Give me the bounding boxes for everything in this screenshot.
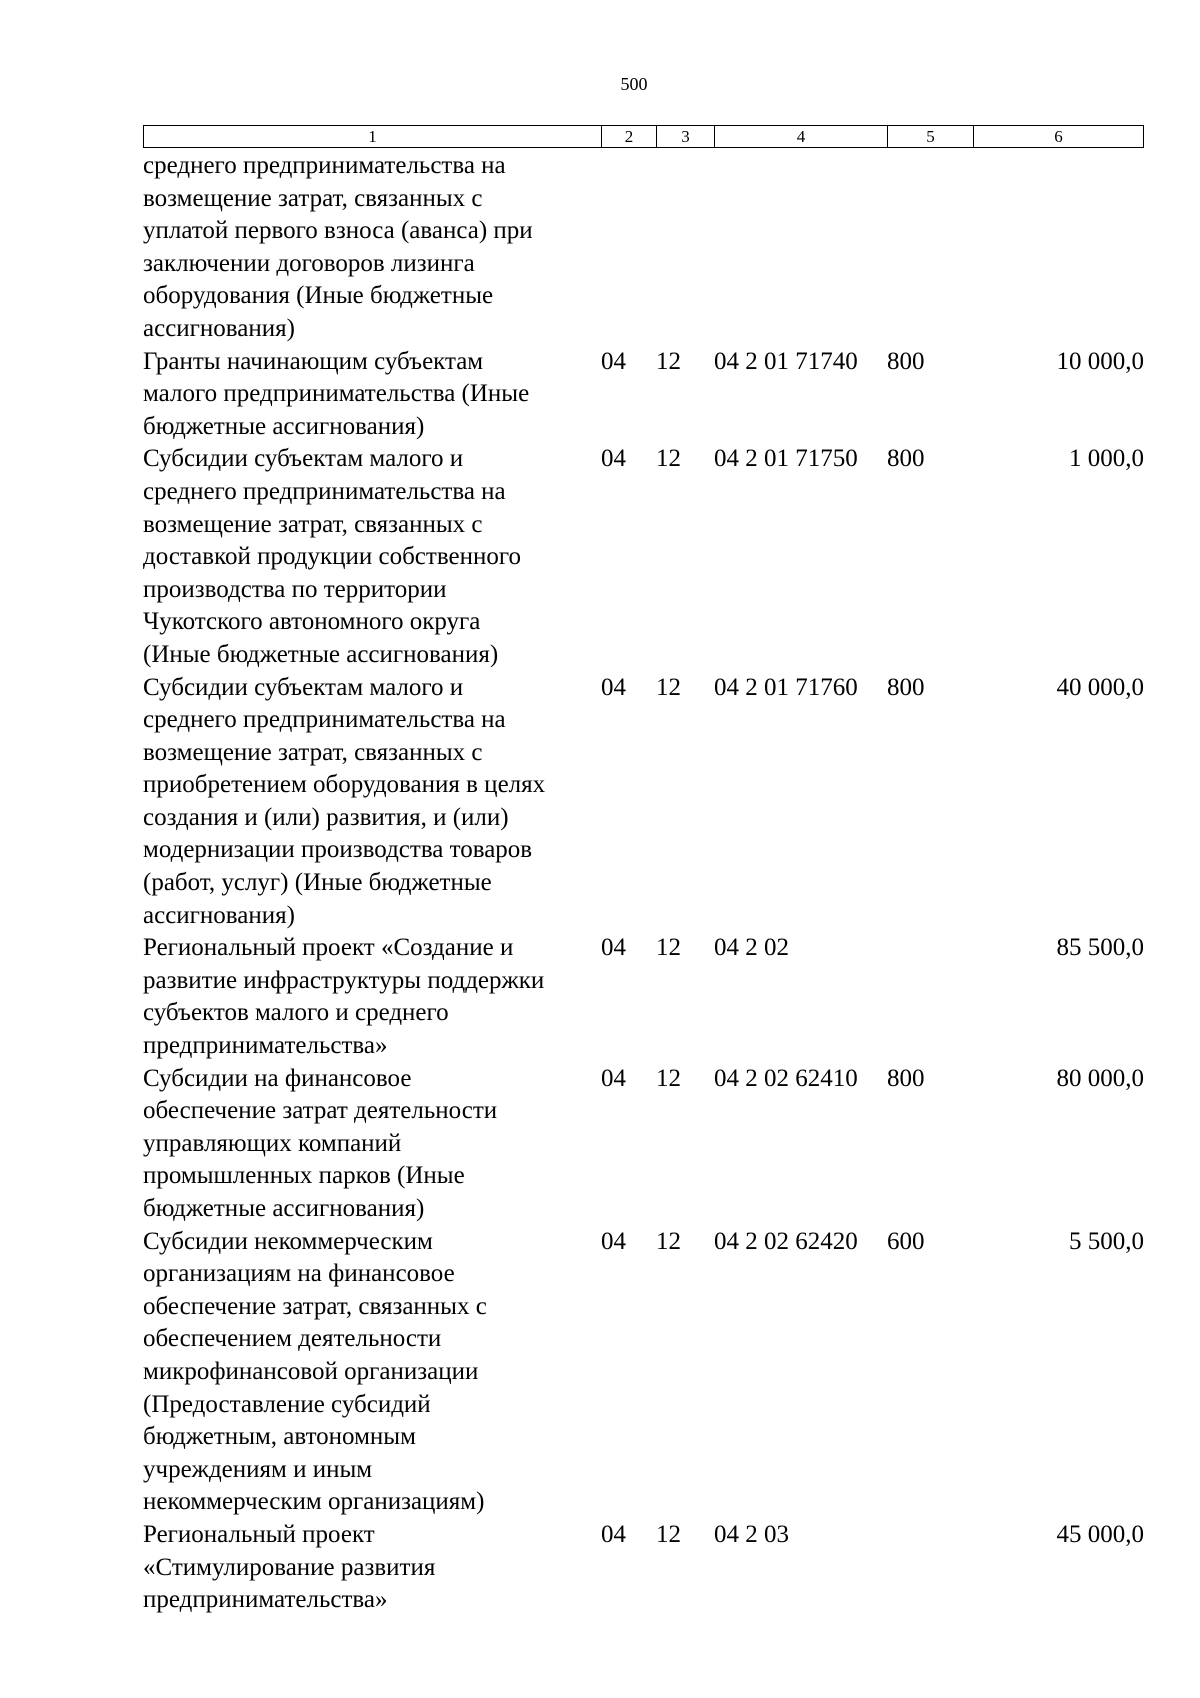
row-subsection-code: 12 (656, 1520, 681, 1548)
column-header-row (143, 125, 1144, 148)
row-section-code: 04 (601, 1064, 626, 1092)
table-row (143, 932, 1144, 1062)
row-target-article: 04 2 02 62410 (714, 1064, 858, 1092)
row-amount: 45 000,0 (1056, 1520, 1144, 1548)
row-subsection-code: 12 (656, 1064, 681, 1092)
table-row (143, 1063, 1144, 1226)
row-section-code: 04 (601, 1520, 626, 1548)
row-target-article (714, 150, 887, 346)
row-expense-type: 800 (887, 347, 925, 375)
row-amount: 80 000,0 (1056, 1064, 1144, 1092)
row-subsection-code: 12 (656, 673, 681, 701)
row-subsection-code: 12 (656, 1227, 681, 1255)
table-row (143, 672, 1144, 933)
row-description: Субсидии субъектам малого и среднего предпринимательства на возмещение затрат, связанных с доставкой продукции собственного производства по территории Чукотского автономного округа (Иные бюджетные ассигнования) (143, 445, 521, 668)
row-expense-type: 800 (887, 1064, 925, 1092)
budget-table-body (143, 150, 1144, 1617)
table-row (143, 443, 1144, 671)
table-row (143, 150, 1144, 346)
row-description: Региональный проект «Создание и развитие инфраструктуры поддержки субъектов малого и среднего предпринимательства» (143, 934, 545, 1060)
row-section-code: 04 (601, 673, 626, 701)
row-section-code: 04 (601, 347, 626, 375)
row-target-article: 04 2 02 62420 (714, 1227, 858, 1255)
row-subsection-code (656, 150, 714, 346)
row-subsection-code: 12 (656, 934, 681, 962)
table-row (143, 1226, 1144, 1519)
row-expense-type (887, 150, 973, 346)
column-header-2: 2 (602, 126, 657, 147)
column-header-3: 3 (657, 126, 715, 147)
row-description: Региональный проект «Стимулирование развития предпринимательства» (143, 1520, 436, 1614)
row-expense-type: 800 (887, 673, 925, 701)
row-target-article: 04 2 01 71760 (714, 673, 858, 701)
table-row (143, 1519, 1144, 1617)
row-amount (973, 150, 1144, 346)
row-expense-type: 800 (887, 445, 925, 473)
row-expense-type (887, 1519, 973, 1617)
row-subsection-code: 12 (656, 347, 681, 375)
row-section-code: 04 (601, 445, 626, 473)
row-description: Субсидии некоммерческим организациям на финансовое обеспечение затрат, связанных с обеспечением деятельности микрофинансовой организации (Предоставление субсидий бюджетным, автономным учреждениям и иным некоммерческим организациям) (143, 1227, 487, 1516)
row-target-article: 04 2 02 (714, 934, 789, 962)
row-target-article: 04 2 03 (714, 1520, 789, 1548)
row-description: Субсидии субъектам малого и среднего предпринимательства на возмещение затрат, связанных с приобретением оборудования в целях создания и (или) развития, и (или) модернизации производства товаров (работ, услуг) (Иные бюджетные ассигнования) (143, 673, 546, 929)
row-amount: 5 500,0 (1069, 1227, 1144, 1255)
row-description: Гранты начинающим субъектам малого предпринимательства (Иные бюджетные ассигнования) (143, 347, 530, 440)
column-header-4: 4 (715, 126, 888, 147)
row-description: среднего предпринимательства на возмещение затрат, связанных с уплатой первого взноса (аванса) при заключении договоров лизинга оборудования (Иные бюджетные ассигнования) (143, 152, 533, 342)
row-amount: 1 000,0 (1069, 445, 1144, 473)
row-section-code: 04 (601, 1227, 626, 1255)
row-amount: 10 000,0 (1056, 347, 1144, 375)
row-subsection-code: 12 (656, 445, 681, 473)
row-target-article: 04 2 01 71740 (714, 347, 858, 375)
page-number: 500 (620, 74, 648, 94)
column-header-1: 1 (144, 126, 602, 147)
row-amount: 85 500,0 (1056, 934, 1144, 962)
column-header-5: 5 (888, 126, 974, 147)
row-section-code (601, 150, 656, 346)
row-section-code: 04 (601, 934, 626, 962)
row-amount: 40 000,0 (1056, 673, 1144, 701)
row-target-article: 04 2 01 71750 (714, 445, 858, 473)
row-expense-type: 600 (887, 1227, 925, 1255)
row-description: Субсидии на финансовое обеспечение затрат деятельности управляющих компаний промышленных парков (Иные бюджетные ассигнования) (143, 1064, 498, 1222)
table-row (143, 346, 1144, 444)
column-header-6: 6 (1054, 127, 1063, 146)
row-expense-type (887, 932, 973, 1062)
